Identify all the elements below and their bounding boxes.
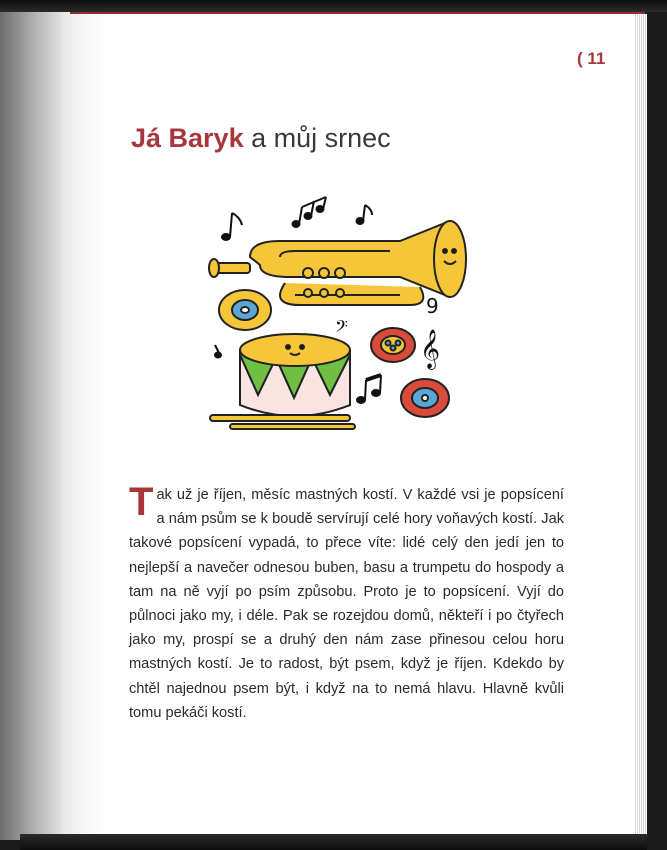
music-instruments-illustration — [200, 195, 480, 435]
book-bottom-edge — [20, 834, 647, 850]
drum-icon — [240, 334, 350, 416]
page-fore-edge — [634, 14, 647, 836]
book-top-edge — [0, 0, 667, 12]
drop-cap-initial: T — [129, 480, 154, 524]
svg-text:𝄢: 𝄢 — [335, 316, 348, 340]
book-gutter — [0, 12, 70, 840]
body-paragraph-text: ak už je říjen, měsíc mastných kostí. V každé vsi je popsícení a nám psům se k boudě servírují celé hory voňavých kostí. Jak takové popsícení vypadá, to přece víte: lidé celý den jedí jen to nejlepší a navečer odnesou buben, basu a trumpetu do hospody a tam na ně vyjí po psím způsobu. Proto je to popsícení. Vyjí do půlnoci jako my, i déle. Pak se rozejdou domů, někteří i po čtyřech jako my, prospí se a druhý den nám zase přinesou celou horu mastných kostí. Je to radost, být psem, když je říjen. Kdekdo by chtěl najednou psem být, i když na to nemá hlavu. Hlavně kvůli tomu pekáči kostí. — [129, 487, 564, 721]
chapter-body — [129, 480, 564, 725]
cymbal-icon — [219, 290, 271, 330]
svg-text:𝄞: 𝄞 — [420, 329, 441, 369]
chapter-title — [131, 123, 391, 154]
chapter-title-name: Já Baryk — [131, 123, 244, 153]
chapter-title-rest: a můj srnec — [243, 123, 391, 153]
drumsticks-icon — [210, 415, 355, 429]
page-number: ( 11 — [577, 49, 606, 68]
svg-text:9: 9 — [426, 294, 439, 318]
body-paragraph — [129, 480, 564, 725]
